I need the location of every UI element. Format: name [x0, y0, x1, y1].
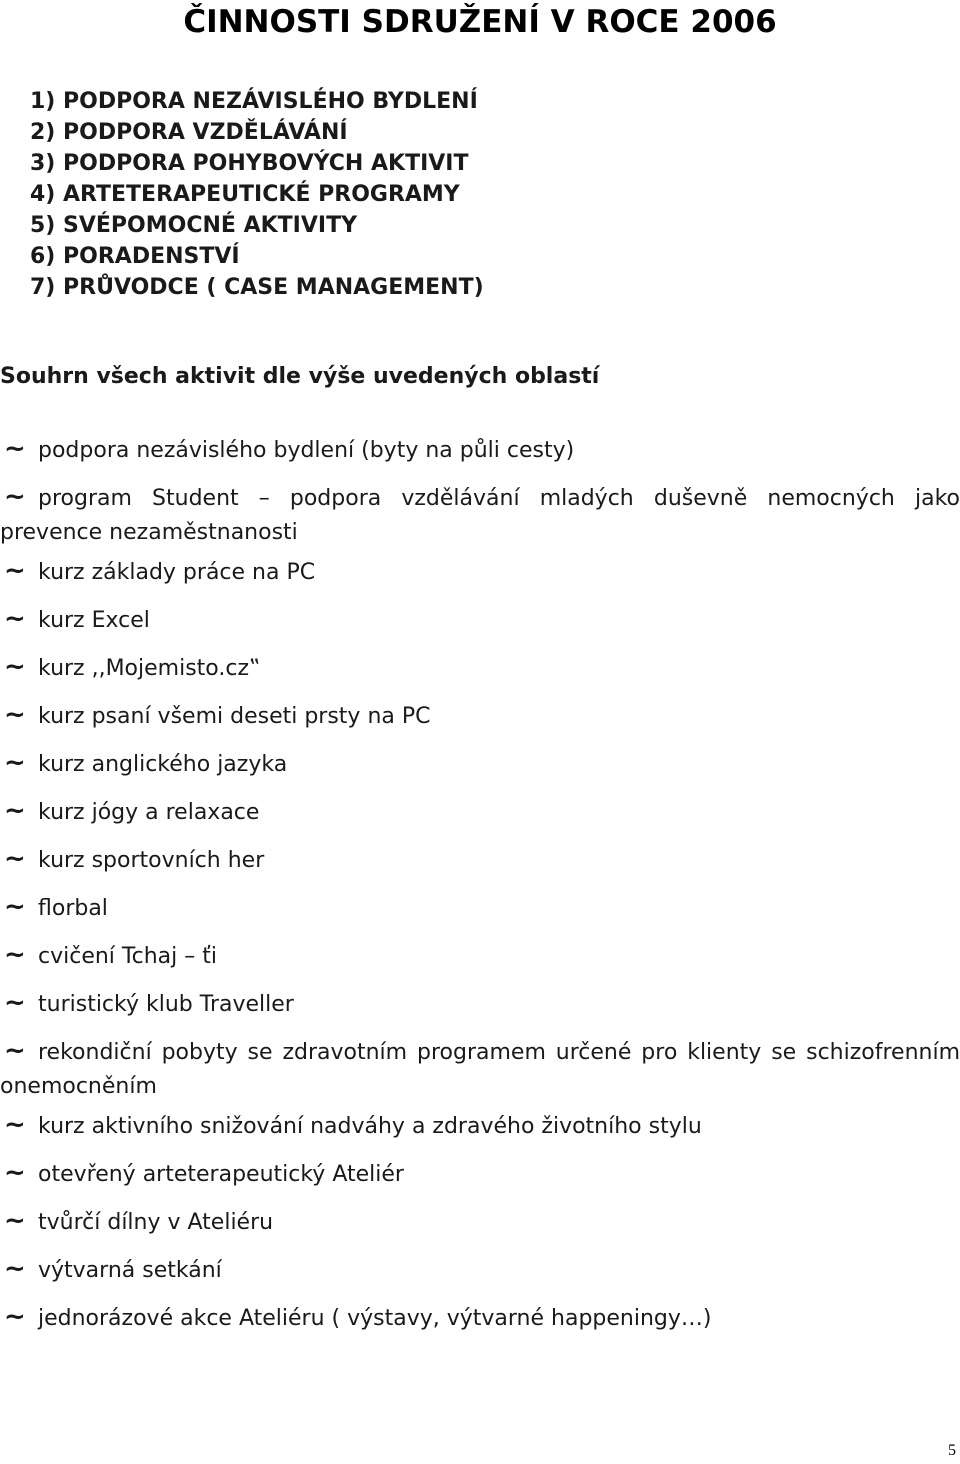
activity-item: [0, 432, 960, 468]
tilde-bullet-icon: ~: [4, 652, 26, 682]
activity-text: kurz základy práce na PC: [38, 560, 316, 585]
tilde-bullet-icon: ~: [4, 1158, 26, 1188]
activity-item: [0, 602, 960, 638]
activity-item: [0, 746, 960, 782]
activity-item: [0, 938, 960, 974]
activity-item: [0, 794, 960, 830]
tilde-bullet-icon: ~: [4, 892, 26, 922]
tilde-bullet-icon: ~: [4, 700, 26, 730]
activities-list: [0, 432, 960, 1348]
activity-item: [0, 1204, 960, 1240]
area-item: 5) SVÉPOMOCNÉ AKTIVITY: [30, 213, 358, 238]
tilde-bullet-icon: ~: [4, 1110, 26, 1140]
tilde-bullet-icon: ~: [4, 1254, 26, 1284]
activity-text: kurz Excel: [38, 608, 150, 633]
area-item: 6) PORADENSTVÍ: [30, 244, 240, 269]
activity-text: otevřený arteterapeutický Ateliér: [38, 1162, 404, 1187]
activity-text: tvůrčí dílny v Ateliéru: [38, 1210, 274, 1235]
activity-text: cvičení Tchaj – ťi: [38, 944, 217, 969]
area-item: 7) PRŮVODCE ( CASE MANAGEMENT): [30, 275, 484, 300]
activity-text: florbal: [38, 896, 108, 921]
tilde-bullet-icon: ~: [4, 844, 26, 874]
page-title: ČINNOSTI SDRUŽENÍ V ROCE 2006: [183, 4, 777, 40]
tilde-bullet-icon: ~: [4, 556, 26, 586]
activity-areas-list: [30, 86, 484, 303]
tilde-bullet-icon: ~: [4, 796, 26, 826]
activity-text: podpora nezávislého bydlení (byty na půli cesty): [38, 438, 575, 463]
activity-text: turistický klub Traveller: [38, 992, 294, 1017]
tilde-bullet-icon: ~: [4, 434, 26, 464]
activity-item: [0, 1252, 960, 1288]
tilde-bullet-icon: ~: [4, 940, 26, 970]
activity-text: kurz jógy a relaxace: [38, 800, 260, 825]
activity-text: kurz sportovních her: [38, 848, 265, 873]
area-item: 2) PODPORA VZDĚLÁVÁNÍ: [30, 120, 348, 145]
activity-item: [0, 890, 960, 926]
activity-text: kurz psaní všemi deseti prsty na PC: [38, 704, 431, 729]
area-item: 4) ARTETERAPEUTICKÉ PROGRAMY: [30, 182, 460, 207]
activity-item: [0, 1108, 960, 1144]
activity-item: [0, 1300, 960, 1336]
tilde-bullet-icon: ~: [4, 604, 26, 634]
area-item: 1) PODPORA NEZÁVISLÉHO BYDLENÍ: [30, 89, 478, 114]
activity-text: kurz aktivního snižování nadváhy a zdravého životního stylu: [38, 1114, 702, 1139]
tilde-bullet-icon: ~: [4, 988, 26, 1018]
activity-item: [0, 842, 960, 878]
tilde-bullet-icon: ~: [4, 1036, 26, 1066]
activity-item: [0, 554, 960, 590]
tilde-bullet-icon: ~: [4, 1302, 26, 1332]
activity-text: rekondiční pobyty se zdravotním programem určené pro klienty se schizofrenním onemocněním: [0, 1040, 960, 1099]
tilde-bullet-icon: ~: [4, 1206, 26, 1236]
activity-text: kurz anglického jazyka: [38, 752, 288, 777]
page-number: 5: [948, 1442, 956, 1459]
activity-item: [0, 698, 960, 734]
activity-text: kurz ,,Mojemisto.cz‟: [38, 656, 261, 681]
tilde-bullet-icon: ~: [4, 482, 26, 512]
tilde-bullet-icon: ~: [4, 748, 26, 778]
activity-item: [0, 1156, 960, 1192]
summary-heading: Souhrn všech aktivit dle výše uvedených oblastí: [0, 364, 600, 389]
activity-text: program Student – podpora vzdělávání mladých duševně nemocných jako prevence nezaměstnanosti: [0, 486, 960, 545]
activity-text: jednorázové akce Ateliéru ( výstavy, výtvarné happeningy…): [38, 1306, 712, 1331]
area-item: 3) PODPORA POHYBOVÝCH AKTIVIT: [30, 151, 469, 176]
activity-item: [0, 986, 960, 1022]
activity-item: [0, 650, 960, 686]
activity-text: výtvarná setkání: [38, 1258, 222, 1283]
activity-item: [0, 480, 960, 550]
activity-item: [0, 1034, 960, 1104]
